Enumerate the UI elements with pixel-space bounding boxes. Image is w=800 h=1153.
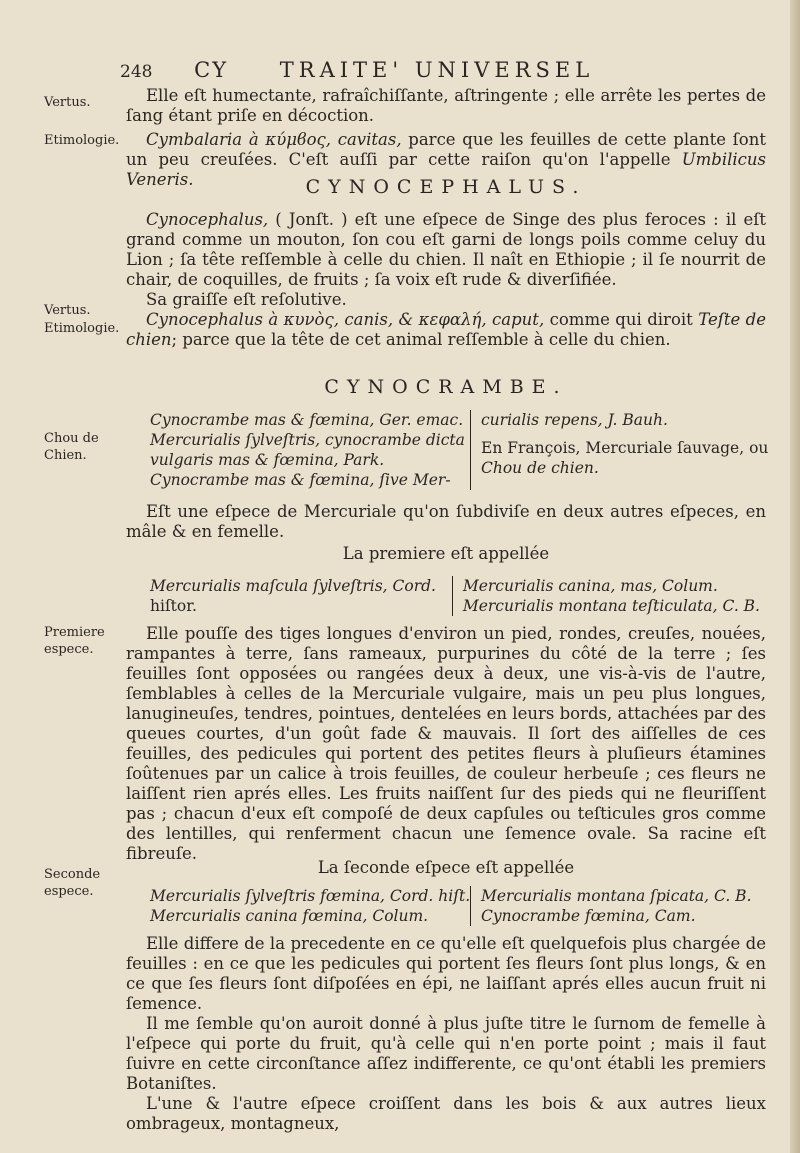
synonym-line: Mercurialis montana ſpicata, C. B. — [481, 887, 752, 905]
synonyms-right-column — [471, 886, 770, 926]
cynocephalus-etimologie — [126, 310, 766, 350]
synonym-line: curialis repens, J. Bauh. — [481, 411, 668, 429]
synonyms-left-column — [140, 886, 471, 926]
synonym-line: hiſtor. — [150, 597, 197, 615]
synonym-line: Cynocrambe mas & fœmina, ſive Mer- — [150, 471, 451, 489]
cynocephalus-etim-text: comme qui diroit — [544, 310, 699, 329]
cynocephalus-etim-end: ; parce que la tête de cet animal reſſemble à celle du chien. — [171, 330, 671, 349]
synonym-line: Mercurialis canina fœmina, Colum. — [150, 907, 429, 925]
synonyms-right-column — [471, 410, 778, 490]
cynocephalus-description — [126, 210, 766, 290]
synonym-line: vulgaris mas & fœmina, Park. — [150, 451, 385, 469]
synonym-line: Chou de chien. — [481, 459, 599, 477]
cynocephalus-lead: Cynocephalus, — [146, 210, 269, 229]
synonyms-left-column — [140, 410, 471, 490]
cynocephalus-section — [126, 210, 766, 350]
cynocephalus-text: ( Jonſt. ) eſt une eſpece de Singe des plus feroces : il eſt grand comme un mouton, ſon cou eſt garni de longs poils comme celuy du Lion ; ſa tête reſſemble à celle du chien. Il naît en Ethiopie ; il ſe nourrit de chair, de coquilles, de fruits ; ſa voix eſt rude & diverſifiée. — [126, 210, 766, 289]
running-title: TRAITE' UNIVERSEL — [279, 58, 595, 82]
synonym-line: Mercurialis canina, mas, Colum. — [462, 577, 718, 595]
subheading-premiere: La premiere eſt appellée — [342, 544, 550, 563]
margin-note-seconde-espece: Seconde espece. — [44, 867, 101, 899]
cynocephalus-etim-lead: Cynocephalus à κυνὸς, canis, & κεφαλή, caput, — [146, 310, 545, 329]
margin-note-vertus: Vertus. — [44, 95, 91, 110]
cynocephalus-etim-tail: Teſte de chien — [126, 310, 766, 349]
synonyms-left-column — [140, 576, 453, 616]
synonym-line: Cynocrambe mas & fœmina, Ger. emac. — [150, 411, 464, 429]
synonym-line: Mercurialis montana teſticulata, C. B. — [462, 597, 760, 615]
vertus-paragraph: Elle eſt humectante, rafraîchiſſante, aſtringente ; elle arrête les pertes de ſang étant priſe en décoction. — [126, 86, 766, 125]
cynocrambe-synonyms — [140, 410, 770, 490]
seconde-description-paragraph: Elle differe de la precedente en ce qu'elle eſt quelquefois plus chargée de feuilles : en ce que les pedicules qui portent ſes fleurs ſont plus longs, & en ce que ſes fleurs ſont diſpoſées en épi, ne laiſſant aprés elles aucun fruit ni ſemence. — [126, 934, 766, 1013]
section-title-cynocephalus: CYNOCEPHALUS. — [305, 176, 587, 198]
section-letters: CY — [194, 58, 229, 82]
cynocrambe-intro-paragraph: Eſt une eſpece de Mercuriale qu'on ſubdiviſe en deux autres eſpeces, en mâle & en femelle. — [126, 502, 766, 541]
premiere-description — [126, 624, 766, 864]
margin-note-chou-de-chien: Chou de Chien. — [44, 431, 99, 463]
premiere-description-paragraph: Elle pouſſe des tiges longues d'environ un pied, rondes, creuſes, nouées, rampantes à terre, ſans rameaux, purpurines du côté de la terre ; ſes feuilles ſont opposées ou rangées deux à deux, une vis-à-vis de l'autre, ſemblables à celles de la Mercuriale vulgaire, mais un peu plus longues, lanugineuſes, tendres, pointues, dentelées en leurs bords, attachées par des queues courtes, d'un goût fade & mauvais. Il ſort des aiſſelles de ces feuilles, des pedicules qui portent des petites fleurs à pluſieurs étamines ſoûtenues par un calice à trois feuilles, de couleur herbeuſe ; ces fleurs ne laiſſent rien aprés elles. Les fruits naiſſent ſur des pieds qui ne fleuriſſent pas ; chacun d'eux eſt compoſé de deux capſules ou teſticules gros comme des lentilles, qui renferment chacun une ſemence ovale. Sa racine eſt fibreuſe. — [126, 624, 766, 863]
synonym-line: En François, Mercuriale ſauvage, ou — [481, 439, 769, 457]
synonym-line: Mercurialis ſylveſtris fœmina, Cord. hiſt. — [150, 887, 471, 905]
cynocrambe-intro — [126, 502, 766, 542]
synonym-line: Cynocrambe fœmina, Cam. — [481, 907, 696, 925]
synonym-line: Mercurialis maſcula ſylveſtris, Cord. — [150, 577, 436, 595]
section-title-cynocrambe: CYNOCRAMBE. — [324, 376, 568, 398]
premiere-synonyms — [140, 576, 770, 616]
margin-note-etimologie: Etimologie. — [44, 133, 120, 148]
seconde-synonyms — [140, 886, 770, 926]
synonyms-right-column — [453, 576, 770, 616]
margin-note-premiere-espece: Premiere espece. — [44, 625, 105, 657]
cynocephalus-vertus: Sa graiſſe eſt reſolutive. — [146, 290, 347, 309]
botanists-paragraph: Il me ſemble qu'on auroit donné à plus juſte titre le ſurnom de femelle à l'eſpece qui porte du fruit, qu'à celle qui n'en porte point ; mais il faut ſuivre en cette circonſtance aſſez indifferente, ce qu'ont établi les premiers Botaniſtes. — [126, 1014, 766, 1093]
page-number: 248 — [120, 62, 153, 82]
page-spine-shadow — [790, 0, 800, 1153]
habitat-paragraph: L'une & l'autre eſpece croiſſent dans les bois & aux autres lieux ombrageux, montagneux, — [126, 1094, 766, 1133]
top-section — [126, 86, 766, 190]
etim-tail: Umbilicus Veneris. — [126, 150, 766, 189]
etim-text: parce que les feuilles de cette plante ſont un peu creuſées. C'eſt auſſi par cette raiſon qu'on l'appelle — [126, 130, 766, 169]
etim-lead: Cymbalaria à κύμϐος, cavitas, — [146, 130, 402, 149]
margin-note-etimologie: Etimologie. — [44, 321, 120, 336]
margin-note-vertus: Vertus. — [44, 303, 91, 318]
seconde-description — [126, 934, 766, 1134]
running-header — [120, 58, 680, 82]
synonym-line: Mercurialis ſylveſtris, cynocrambe dicta — [150, 431, 465, 449]
subheading-seconde: La ſeconde eſpece eſt appellée — [317, 858, 575, 877]
